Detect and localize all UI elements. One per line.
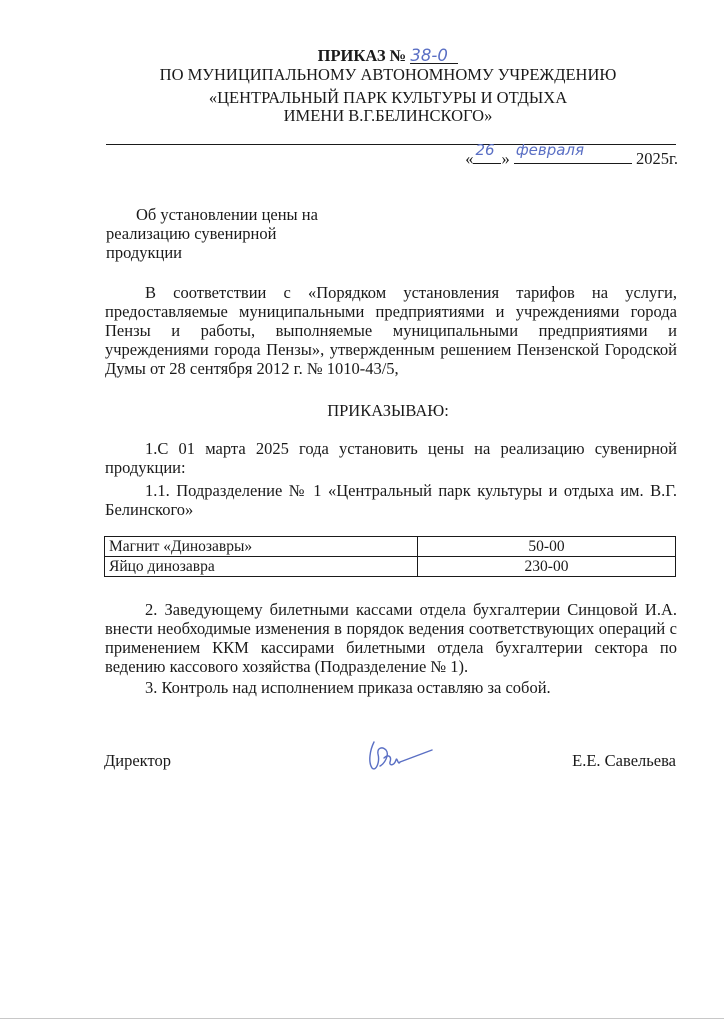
preamble-paragraph: В соответствии с «Порядком установления тарифов на услуги, предоставляемые муниципальными предприятиями и учреждениями города Пензы и работы, выполняемые муниципальными предприятиями и учреждениями города Пензы», утвержденным решением Пензенской Городской Думы от 28 сентября 2012 г. № 1010-43/5, [105, 283, 677, 378]
org-line-2: «ЦЕНТРАЛЬНЫЙ ПАРК КУЛЬТУРЫ И ОТДЫХА [208, 88, 568, 107]
signer-position: Директор [104, 751, 171, 770]
order-subject [106, 205, 346, 262]
date-day-handwritten: 26 [475, 141, 495, 159]
date-year: 2025г. [635, 149, 678, 168]
product-price-cell: 230-00 [418, 557, 676, 577]
order-number-handwritten: 38-0 [410, 46, 448, 65]
price-table [104, 536, 676, 577]
date-day-field [473, 141, 501, 164]
order-label: ПРИКАЗ № [317, 46, 407, 65]
order-date [465, 141, 678, 169]
table-row [105, 537, 676, 557]
date-open-quote: « [465, 149, 474, 168]
signer-name: Е.Е. Савельева [572, 751, 676, 770]
date-month-handwritten: февраля [515, 141, 585, 159]
product-name-cell: Магнит «Динозавры» [105, 537, 418, 557]
item-1-paragraph: 1.С 01 марта 2025 года установить цены на реализацию сувенирной продукции: [105, 439, 677, 477]
order-word: ПРИКАЗЫВАЮ: [327, 401, 449, 420]
org-line-3: ИМЕНИ В.Г.БЕЛИНСКОГО» [283, 106, 493, 125]
product-price-cell: 50-00 [418, 537, 676, 557]
order-number-field [410, 48, 458, 64]
table-row [105, 557, 676, 577]
date-close-quote: » [501, 149, 510, 168]
handwritten-signature [364, 736, 436, 778]
product-name-cell: Яйцо динозавра [105, 557, 418, 577]
subject-line-1: Об установлении цены на [136, 205, 318, 224]
header-divider [106, 144, 676, 145]
date-month-field [514, 141, 632, 164]
subject-line-2: реализацию сувенирной [106, 224, 277, 243]
item-2-paragraph: 2. Заведующему билетными кассами отдела бухгалтерии Синцовой И.А. внести необходимые изменения в порядок ведения соответствующих операций с применением ККМ кассирами билетными отдела бухгалтерии сектора по ведению кассового хозяйства (Подразделение № 1). [105, 600, 677, 676]
item-1-1-paragraph: 1.1. Подразделение № 1 «Центральный парк культуры и отдыха им. В.Г. Белинского» [105, 481, 677, 519]
scan-bottom-edge [0, 1018, 724, 1019]
order-title [100, 46, 676, 65]
item-3-paragraph: 3. Контроль над исполнением приказа оставляю за собой. [145, 678, 551, 697]
subject-line-3: продукции [106, 243, 183, 262]
org-line-1: ПО МУНИЦИПАЛЬНОМУ АВТОНОМНОМУ УЧРЕЖДЕНИЮ [159, 65, 617, 84]
